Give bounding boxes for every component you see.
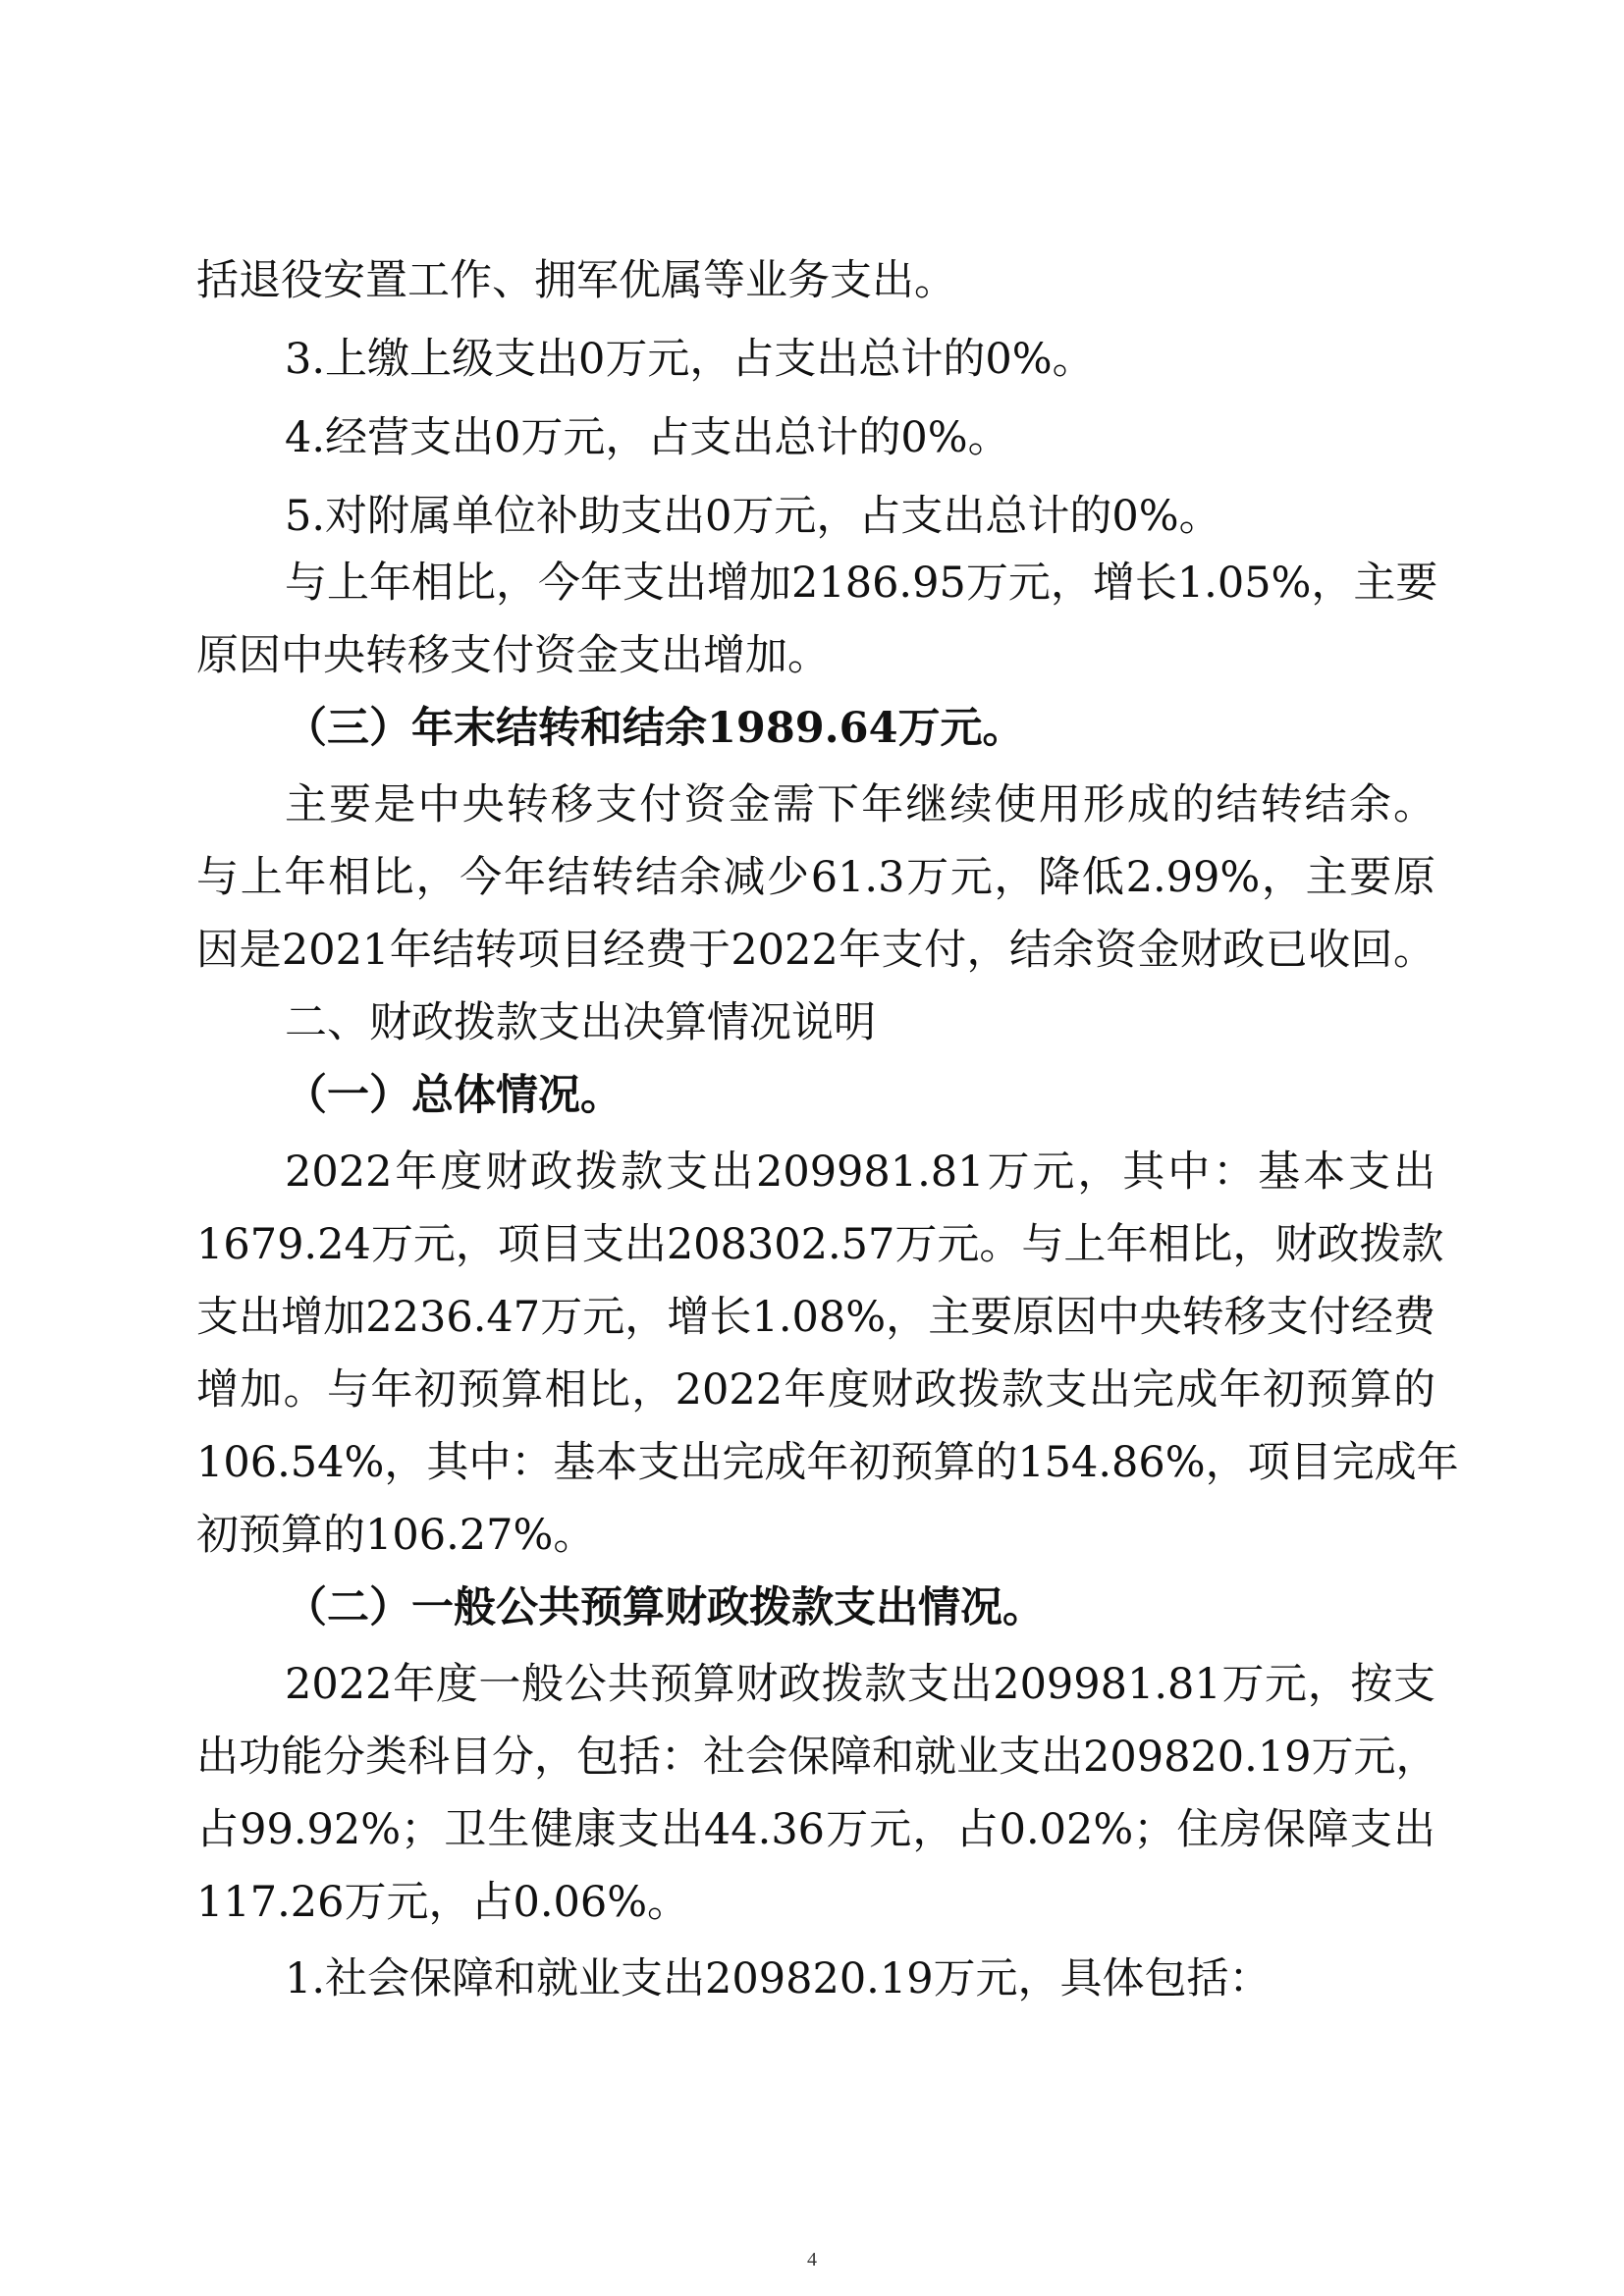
chapter-heading: 二、财政拨款支出决算情况说明 <box>285 998 876 1047</box>
section-heading: （一）总体情况。 <box>285 1071 623 1120</box>
paragraph-line: 2022年度财政拨款支出209981.81万元，其中：基本支出 <box>285 1148 1435 1197</box>
paragraph-line: 因是2021年结转项目经费于2022年支付，结余资金财政已收回。 <box>196 926 1435 975</box>
paragraph-line: 1679.24万元，项目支出208302.57万元。与上年相比，财政拨款 <box>196 1220 1444 1269</box>
paragraph-line: 117.26万元，占0.06%。 <box>196 1878 690 1927</box>
paragraph-line: 5.对附属单位补助支出0万元，占支出总计的0%。 <box>285 492 1221 541</box>
paragraph-line: 增加。与年初预算相比，2022年度财政拨款支出完成年初预算的 <box>196 1365 1435 1415</box>
paragraph-line: 1.社会保障和就业支出209820.19万元，具体包括： <box>285 1954 1272 2003</box>
page-number: 4 <box>807 2249 817 2270</box>
section-heading: （二）一般公共预算财政拨款支出情况。 <box>285 1583 1045 1632</box>
paragraph-line: 与上年相比，今年结转结余减少61.3万元，降低2.99%，主要原 <box>196 853 1435 902</box>
paragraph-line: 占99.92%；卫生健康支出44.36万元，占0.02%；住房保障支出 <box>196 1805 1435 1854</box>
paragraph-line: 主要是中央转移支付资金需下年继续使用形成的结转结余。 <box>285 780 1435 829</box>
paragraph-line: 出功能分类科目分，包括：社会保障和就业支出209820.19万元， <box>196 1733 1438 1782</box>
paragraph-line: 支出增加2236.47万元，增长1.08%，主要原因中央转移支付经费 <box>196 1293 1435 1342</box>
paragraph-line: 2022年度一般公共预算财政拨款支出209981.81万元，按支 <box>285 1660 1435 1709</box>
paragraph-line: 4.经营支出0万元，占支出总计的0%。 <box>285 413 1010 462</box>
paragraph-line: 106.54%，其中：基本支出完成年初预算的154.86%，项目完成年 <box>196 1438 1459 1487</box>
paragraph-line: 3.上缴上级支出0万元，占支出总计的0%。 <box>285 335 1095 384</box>
section-heading: （三）年末结转和结余1989.64万元。 <box>285 704 1025 753</box>
paragraph-line: 原因中央转移支付资金支出增加。 <box>196 631 830 680</box>
paragraph-line: 括退役安置工作、拥军优属等业务支出。 <box>196 256 956 305</box>
paragraph-line: 初预算的106.27%。 <box>196 1511 596 1560</box>
paragraph-line: 与上年相比，今年支出增加2186.95万元，增长1.05%，主要 <box>285 559 1438 608</box>
